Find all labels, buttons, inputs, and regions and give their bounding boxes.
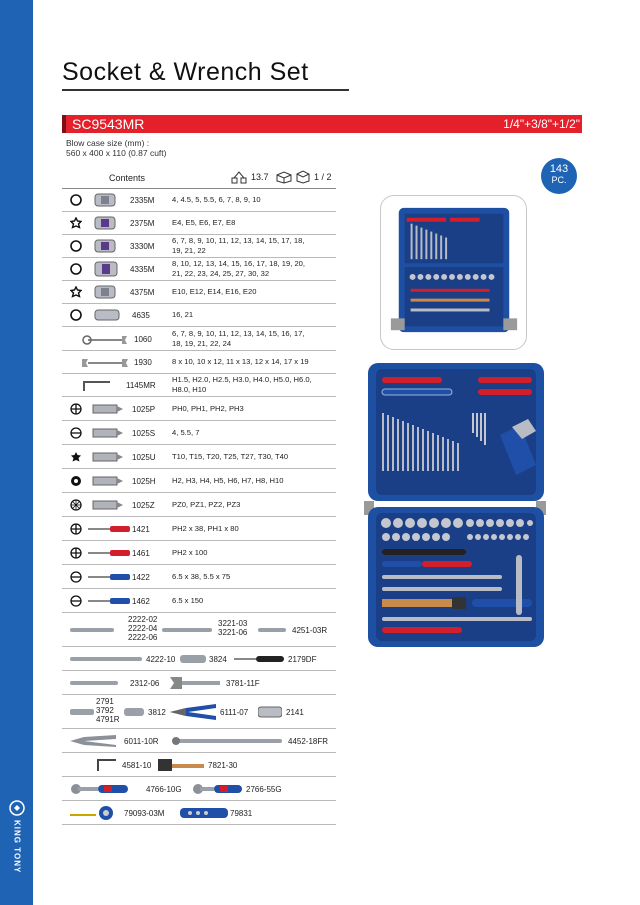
part-spec: 6, 7, 8, 9, 10, 11, 12, 13, 14, 15, 16, 17, 18, 19, 21, 22, 24 [172,329,305,348]
double-open-wrench-icon [82,358,128,368]
part-code: 3330M [130,242,155,251]
part-code: 2312-06 [130,679,160,688]
contents-table [62,189,336,825]
table-row [62,421,336,445]
hex-bit-icon [70,475,82,487]
part-code: 1145MR [126,381,156,390]
extension-bar-icon [70,656,142,662]
part-code: 2791 3792 4791R [96,697,120,724]
bit-icon [92,500,124,510]
combination-wrench-icon [82,335,128,345]
part-code: 3824 [209,655,227,664]
box-icon [295,170,311,184]
part-code: 1025Z [132,501,155,510]
carton-value: 1 / 2 [314,172,332,182]
table-row [62,695,336,729]
contents-header [62,168,336,188]
part-code: 1025P [132,405,156,414]
page-title: Socket & Wrench Set [62,58,309,86]
table-row [62,517,336,541]
hex-key-icon [82,379,112,393]
table-row [62,493,336,517]
contents-label: Contents [109,173,146,183]
part-code: 4766-10G [146,785,182,794]
adjustable-wrench-icon [170,676,220,690]
part-spec: 4, 5.5, 7 [172,428,200,437]
extension-bar-icon [70,627,114,633]
piece-unit: PC. [551,175,567,185]
bit-holder-icon [180,807,228,819]
part-code: 1025H [132,477,156,486]
part-spec: 8 x 10, 10 x 12, 11 x 13, 12 x 14, 17 x 19 [172,357,309,366]
part-code: 2375M [130,219,155,228]
brand-name: KING TONY [12,820,22,874]
table-row [62,304,336,327]
table-row [62,777,336,801]
part-code: 79831 [230,809,253,818]
torx-bit-icon [70,451,82,463]
spark-plug-socket-icon [70,309,82,321]
part-code: 2141 [286,708,304,717]
case-photo-top [380,195,527,350]
part-code: 4581-10 [122,761,152,770]
part-code: 1060 [134,335,152,344]
universal-joint-icon [180,653,206,665]
case-size-dims: 560 x 400 x 110 (0.87 cuft) [66,148,167,158]
screwdriver-icon [88,573,130,581]
tape-measure-icon [70,805,116,821]
part-code: 1422 [132,573,150,582]
table-row [62,565,336,589]
part-code: 1461 [132,549,150,558]
part-code: 1930 [134,358,152,367]
part-code: 6111-07 [220,708,249,717]
piece-count: 143 [549,163,569,175]
part-code: 4335M [130,265,155,274]
locking-pliers-icon [70,733,116,749]
spark-plug-socket-tool-icon [94,308,120,322]
ratchet-icon [192,783,242,795]
breaker-bar-icon [172,736,282,746]
part-spec: H1.5, H2.0, H2.5, H3.0, H4.0, H5.0, H6.0, H8.0, H10 [172,375,312,394]
part-code: 4452-18FR [288,737,329,746]
part-code: 2222-02 2222-04 2222-06 [128,615,158,642]
part-code: 79093-03M [124,809,165,818]
spark-plug-socket-tool-icon [258,706,282,718]
part-spec: PH0, PH1, PH2, PH3 [172,404,244,413]
pliers-icon [170,702,216,722]
part-spec: 4, 4.5, 5, 5.5, 6, 7, 8, 9, 10 [172,195,261,204]
weight-info [230,170,269,184]
part-spec: E10, E12, E14, E16, E20 [172,287,257,296]
table-row [62,189,336,212]
part-code: 1025S [132,429,156,438]
case-size-label: Blow case size (mm) : [66,138,150,148]
scale-weight-icon [230,170,248,184]
title-underline [62,89,349,91]
carton-icon [276,170,292,184]
table-row [62,647,336,671]
part-code: 1421 [132,525,150,534]
brand-mark [4,800,30,880]
table-row [62,541,336,565]
table-row [62,281,336,304]
part-spec: PH2 x 100 [172,548,208,557]
case-photo-open [360,355,550,655]
screwdriver-icon [88,597,130,605]
adapter-icon [258,626,286,634]
part-spec: 6.5 x 150 [172,596,204,605]
piece-count-badge [541,158,577,194]
part-spec: 16, 21 [172,310,194,319]
bit-icon [92,404,124,414]
e-torx-socket-icon [70,217,82,229]
part-code: 4635 [132,311,150,320]
hex-key-icon [96,757,118,773]
socket-icon [94,193,116,207]
bit-icon [92,452,124,462]
universal-joint-icon [124,706,144,718]
part-code: 4375M [130,288,155,297]
slotted-screwdriver-icon [70,571,82,583]
table-row [62,469,336,493]
table-row [62,258,336,281]
table-row [62,397,336,421]
slotted-bit-icon [70,427,82,439]
table-row [62,613,336,647]
part-code: 7821-30 [208,761,238,770]
socket-icon [94,239,116,253]
part-spec: 6, 7, 8, 9, 10, 11, 12, 13, 14, 15, 17, 18, 19, 21, 22 [172,236,305,255]
hex-socket-icon [70,263,82,275]
table-row [62,374,336,397]
part-spec: H2, H3, H4, H5, H6, H7, H8, H10 [172,476,284,485]
phillips-bit-icon [70,403,82,415]
phillips-screwdriver-icon [70,523,82,535]
carton-info [276,170,332,184]
table-row [62,327,336,351]
table-row [62,801,336,825]
table-row [62,671,336,695]
socket-icon [94,261,118,277]
extension-bar-icon [70,680,118,686]
socket-icon [94,285,116,299]
model-bar-accent [62,115,66,133]
bit-icon [92,428,124,438]
table-row [62,589,336,613]
model-code: SC9543MR [72,116,145,132]
part-code: 2335M [130,196,155,205]
weight-value: 13.7 [251,172,269,182]
drive-size: 1/4"+3/8"+1/2" [503,117,580,131]
table-row [62,235,336,258]
part-code: 3781-11F [226,679,260,688]
part-spec: E4, E5, E6, E7, E8 [172,218,236,227]
pozidriv-bit-icon [70,499,82,511]
e-torx-socket-icon [70,286,82,298]
table-row [62,445,336,469]
part-code: 4251-03R [292,626,328,635]
part-spec: 6.5 x 38, 5.5 x 75 [172,572,231,581]
brand-logo-icon [9,800,25,816]
part-code: 1462 [132,597,150,606]
screwdriver-icon [88,525,130,533]
model-bar [62,115,582,133]
bit-icon [92,476,124,486]
part-spec: PZ0, PZ1, PZ2, PZ3 [172,500,241,509]
phillips-screwdriver-icon [70,547,82,559]
table-row [62,351,336,374]
table-row [62,212,336,235]
case-size [66,138,167,158]
part-code: 6011-10R [124,737,159,746]
ratchet-icon [70,783,128,795]
socket-icon [94,216,116,230]
part-spec: 8, 10, 12, 13, 14, 15, 16, 17, 18, 19, 20, 21, 22, 23, 24, 25, 27, 30, 32 [172,259,305,278]
table-row [62,753,336,777]
brand-side-stripe [0,0,33,905]
part-code: 1025U [132,453,156,462]
hex-socket-icon [70,240,82,252]
part-spec: PH2 x 38, PH1 x 80 [172,524,239,533]
screwdriver-icon [88,549,130,557]
adapter-icon [70,707,94,717]
part-code: 3221-03 3221-06 [218,619,248,637]
hex-socket-icon [70,194,82,206]
spinner-handle-icon [234,655,284,663]
part-code: 4222-10 [146,655,176,664]
table-row [62,729,336,753]
part-code: 2766-55G [246,785,282,794]
part-spec: T10, T15, T20, T25, T27, T30, T40 [172,452,289,461]
part-code: 3812 [148,708,166,717]
extension-bar-icon [162,627,212,633]
part-code: 2179DF [288,655,317,664]
slotted-screwdriver-icon [70,595,82,607]
hammer-icon [158,757,204,773]
